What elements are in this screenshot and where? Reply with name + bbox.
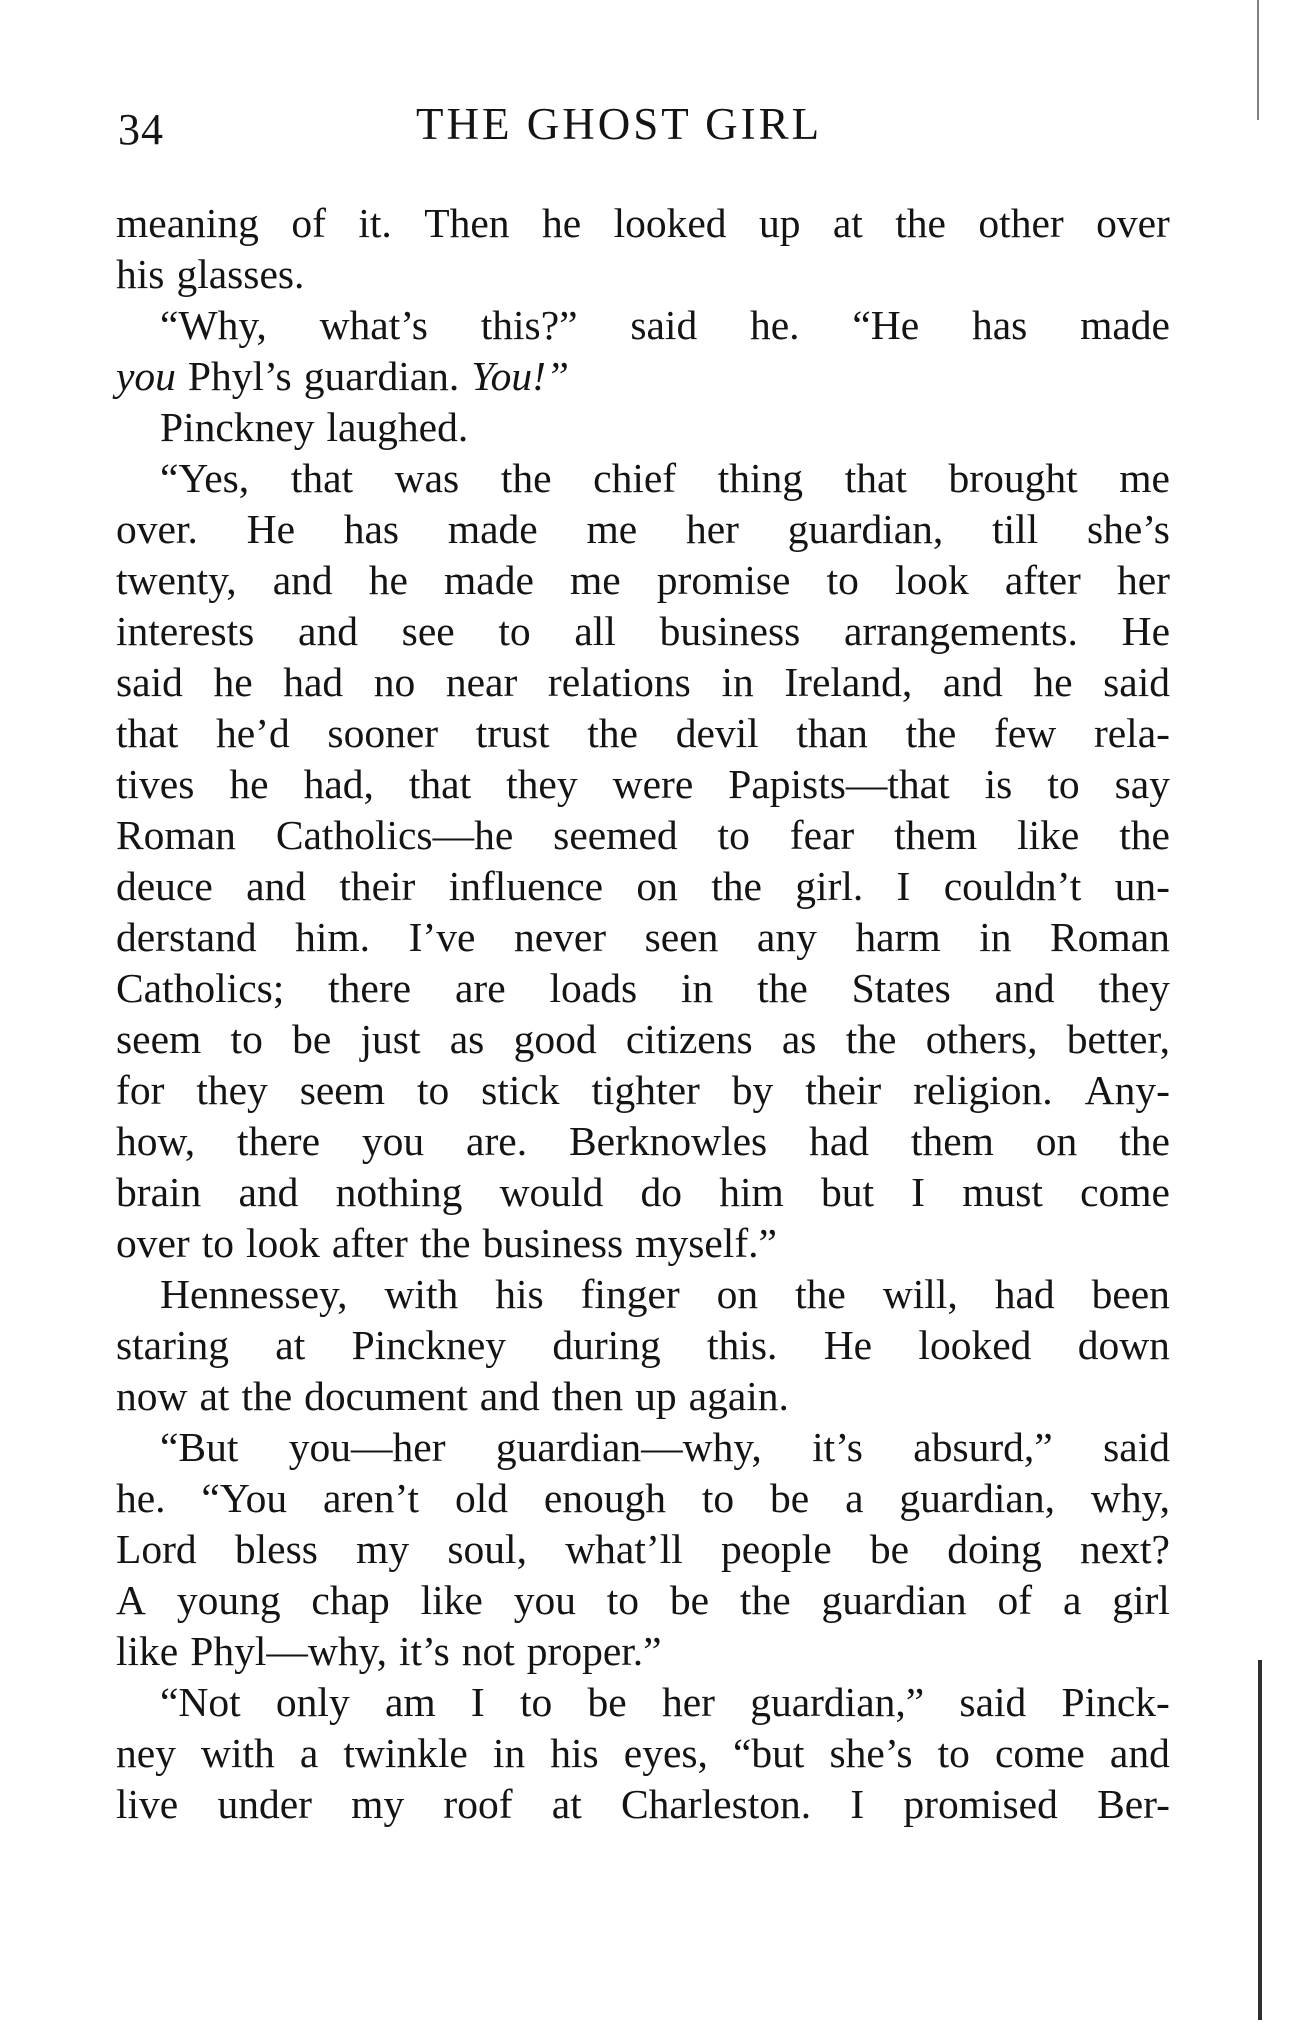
text-line: Lord bless my soul, what’ll people be doing next? xyxy=(116,1526,1170,1572)
text-line: A young chap like you to be the guardian of a girl xyxy=(116,1577,1170,1623)
text-line: “Not only am I to be her guardian,” said Pinck- xyxy=(160,1679,1170,1725)
text-line: “Why, what’s this?” said he. “He has made xyxy=(160,302,1170,348)
text-line: interests and see to all business arrangements. He xyxy=(116,608,1170,654)
text-line: seem to be just as good citizens as the others, better, xyxy=(116,1016,1170,1062)
text-line: live under my roof at Charleston. I promised Ber- xyxy=(116,1781,1170,1827)
text-line: over. He has made me her guardian, till she’s xyxy=(116,506,1170,552)
text-line: how, there you are. Berknowles had them on the xyxy=(116,1118,1170,1164)
text-line: Catholics; there are loads in the States and they xyxy=(116,965,1170,1011)
text-line: Hennessey, with his finger on the will, had been xyxy=(160,1271,1170,1317)
text-line: tives he had, that they were Papists—that is to say xyxy=(116,761,1170,807)
text-line: that he’d sooner trust the devil than the few rela- xyxy=(116,710,1170,756)
text-line: for they seem to stick tighter by their religion. Any- xyxy=(116,1067,1170,1113)
text-line: meaning of it. Then he looked up at the other over xyxy=(116,200,1170,246)
text-line: staring at Pinckney during this. He looked down xyxy=(116,1322,1170,1368)
text-line: Roman Catholics—he seemed to fear them like the xyxy=(116,812,1170,858)
text-line: he. “You aren’t old enough to be a guardian, why, xyxy=(116,1475,1170,1521)
text-line: “Yes, that was the chief thing that brought me xyxy=(160,455,1170,501)
text-line: like Phyl—why, it’s not proper.” xyxy=(116,1628,662,1674)
body-text xyxy=(116,198,1170,1830)
text-line: deuce and their influence on the girl. I couldn’t un- xyxy=(116,863,1170,909)
text-line: derstand him. I’ve never seen any harm in Roman xyxy=(116,914,1170,960)
running-head xyxy=(118,98,1168,158)
page-number: 34 xyxy=(118,105,164,154)
text-line: his glasses. xyxy=(116,251,305,297)
text-line: twenty, and he made me promise to look after her xyxy=(116,557,1170,603)
text-line: Pinckney laughed. xyxy=(160,404,469,450)
page-edge-mark xyxy=(1258,1660,1262,2020)
running-title: THE GHOST GIRL xyxy=(416,99,823,149)
text-line: over to look after the business myself.” xyxy=(116,1220,777,1266)
text-line: ney with a twinkle in his eyes, “but she’s to come and xyxy=(116,1730,1170,1776)
text-line: you Phyl’s guardian. You!” xyxy=(116,353,569,399)
text-line: “But you—her guardian—why, it’s absurd,” said xyxy=(160,1424,1170,1470)
text-line: brain and nothing would do him but I must come xyxy=(116,1169,1170,1215)
text-line: said he had no near relations in Ireland, and he said xyxy=(116,659,1170,705)
text-line: now at the document and then up again. xyxy=(116,1373,789,1419)
page-edge-mark xyxy=(1257,0,1259,120)
